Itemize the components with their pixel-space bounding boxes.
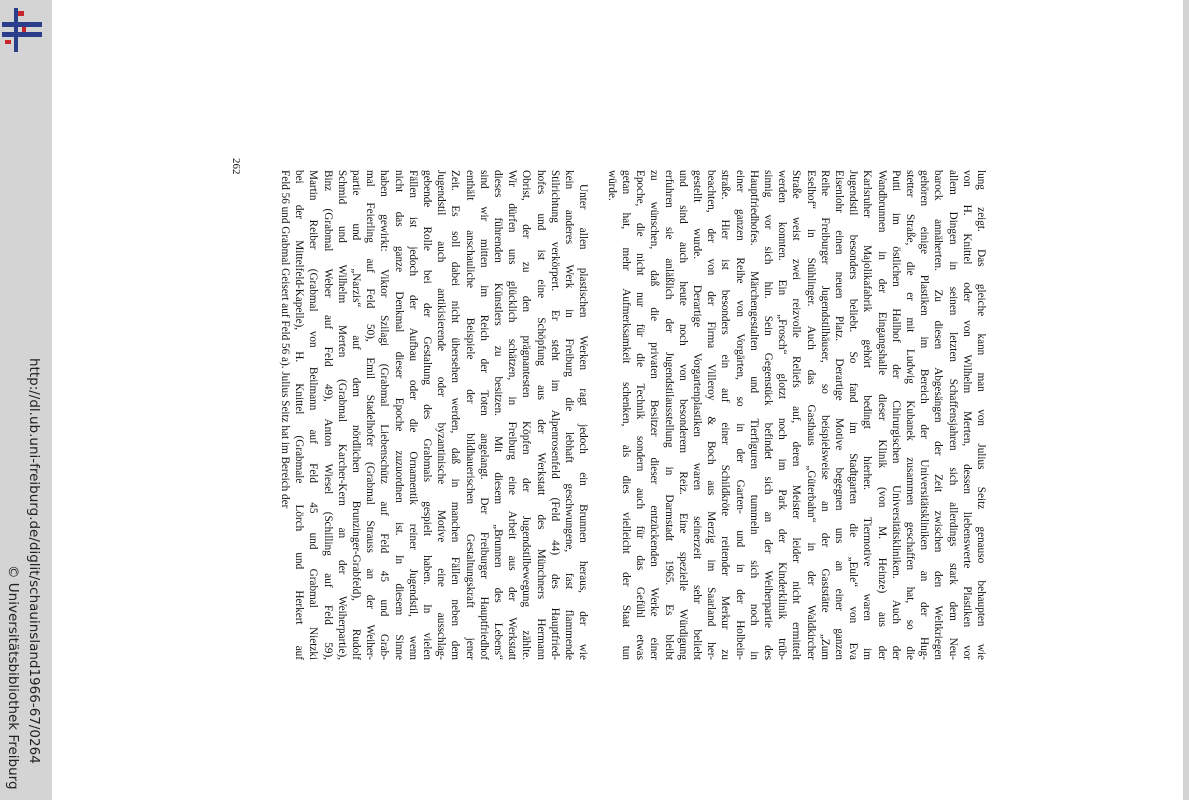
copyright-notice: © Universitätsbibliothek Freiburg [5,565,21,790]
text-line: beachten, der von der Firma Villeroy & Boch aus Merzig im Saarland her- [705,170,718,660]
text-line: einer ganzen Reihe von Vorgärten, so in der Garten- und in der Holbein- [733,170,746,660]
text-line: hofes und ist eine Schöpfung aus der Werkstatt des Münchners Hermann [534,170,547,660]
text-line: Hauptfriedhofes. Märchengestalten und Tierfiguren tummeln sich noch in [747,170,760,660]
text-line: mal Feierling auf Feld 50), Emil Stadelhofer (Grabmal Strauss an der Weiher- [364,170,377,660]
text-line: nicht das ganze Denkmal dieser Epoche zuzuordnen ist. In diesem Sinne [392,170,405,660]
text-line: Martin Reiber (Grabmal von Beilmann auf Feld 45 und Grabmal Nietzki [307,170,320,660]
text-line: Fällen ist jedoch der Aufbau oder die Ornamentik reiner Jugendstil, wenn [406,170,419,660]
text-line: bei der Mittelfeld-Kapelle), H. Knittel (Grabmale Lörch und Herkert auf [293,170,306,660]
text-line: lung zeigt. Das gleiche kann man von Julius Seitz genauso behaupten wie [975,170,987,660]
page-text-column [278,170,988,660]
text-line: Stilrichtung verkörpert. Er steht im Alpenrosenfeld (Feld 44) des Hauptfried- [548,170,561,660]
text-line [590,170,604,660]
text-line: barock annäherten. Zu diesen Abgesängen der Zeit zwischen den Weltkriegen [932,170,945,660]
text-line: kein anderes Werk in Freiburg die lebhaft geschwungene, fast flammende [563,170,576,660]
text-line: Unter allen plastischen Werken ragt jedoch ein Brunnen heraus, der wie [577,184,590,660]
text-line: Eisenlohr einen neuen Platz. Derartige Motive begegnen uns an einer ganzen [832,170,845,660]
text-line: Eselhof“ in Stühlinger. Auch das Gasthaus „Güterbahn“ in der Waldkircher [804,170,817,660]
text-line: gebende Rolle bei der Gestaltung des Grabmals gespielt haben. In vielen [421,170,434,660]
page-text-block [279,170,988,660]
text-line: allem Dingen in seinen letzten Schaffensjahren sich allerdings stark dem Neu- [946,170,959,660]
text-line: sind wir mitten im Reich der Toten angelangt. Der Freiburger Hauptfriedhof [477,170,490,660]
library-logo-icon[interactable] [2,8,44,52]
text-line: dieses führenden Künstlers zu besitzen. Mit diesem „Brunnen des Lebens“ [492,170,505,660]
text-line: Karlsruher Majolikafabrik gehört bedingt hierher. Tiermotive waren im [861,170,874,660]
document-url[interactable]: http://dl.ub.uni-freiburg.de/diglit/schauinsland1966-67/0264 [26,358,42,764]
text-line: würde. [605,170,618,201]
page-number: 262 [230,158,242,175]
text-line: von H. Knittel oder von Wilhelm Merten, dessen liebenswerte Plastiken vor [960,170,973,660]
text-line: Wir dürfen uns glücklich schätzen, in Freiburg eine Arbeit aus der Werkstatt [506,170,519,660]
text-line: Zeit. Es soll dabei nicht übersehen werden, daß in manchen Fällen neben dem [449,170,462,660]
text-line: straße. Hier ist besonders ein auf einer Schildkröte reitender Merkur zu [719,170,732,660]
text-line: getan hat, mehr Aufmerksamkeit schenken, als dies vielleicht der Staat tun [619,170,632,660]
scrollbar[interactable] [1183,0,1189,800]
text-line: Putti im östlichen Hallhof der Chirurgischen Universitätskliniken. Auch der [889,170,902,660]
text-line: und sind auch heute noch von besonderem Reiz. Eine spezielle Würdigung [676,170,689,660]
text-line: Straße weist zwei reizvolle Reliefs auf, deren Meister leider nicht ermittelt [790,170,803,660]
text-line: Reihe Freiburger Jugendstilhäuser, so beispielsweise an der Gaststätte „Zum [818,170,831,660]
text-line: Jugendstil besonders beliebt. So fand im Stadtgarten die „Eule“ von Eva [847,170,860,660]
text-line: Schmid und Wilhelm Merten (Grabmal Karcher-Kern an der Weiherpartie), [335,170,348,660]
text-line: partie und „Narzis“ auf dem nördlichen Brunzinger-Grabfeld), Rudolf [350,170,363,660]
text-line: erfuhren sie anläßlich der Jugendstilausstellung in Darmstadt 1965. Es bleibt [662,170,675,660]
viewer-sidebar [0,0,52,800]
text-line: werden konnten. Ein „Frosch“ glotzt noch im Park der Kinderklinik trüb- [776,170,789,660]
text-line: Epoche, die nicht nur für die Technik sondern auch für das Gefühl etwas [634,170,647,660]
text-line: gestellt wurde. Derartige Vorgartenplastiken waren seinerzeit sehr beliebt [690,170,703,660]
text-line: Feld 56 und Grabmal Geisert auf Feld 56 a). Julius Seitz hat im Bereich der [279,170,292,509]
text-line: haben gewirkt: Viktor Szilagi (Grabmal Liebenschütz auf Feld 45 und Grab- [378,170,391,660]
text-line: stetter Straße, die er mit Ludwig Kubanek zusammen geschaffen hat, so die [903,170,916,660]
text-line: Jugendstil auch antikisierende oder byzantinische Motive eine ausschlag- [435,170,448,660]
text-line: Binz (Grabmal Weber auf Feld 49), Anton Wiesel (Schilling auf Feld 59), [321,170,334,660]
text-line: sinnig vor sich hin. Sein Gegenstück befindet sich an der Weiherpartie des [761,170,774,660]
text-line: zu wünschen, daß die privaten Besitzer dieser entzückenden Werke einer [648,170,661,660]
text-line: Wandbrunnen in der Eingangshalle dieser Klinik (von M. Heinze) aus der [875,170,888,660]
text-line: Obrist, der zu den prägnantesten Köpfen der Jugendstilbewegung zählte. [520,170,533,660]
text-line: enthält anschauliche Beispiele der bildhauerischen Gestaltungskraft jener [463,170,476,660]
text-line: gehören einige Plastiken im Bereich der Universitätskliniken an der Hug- [918,170,931,660]
